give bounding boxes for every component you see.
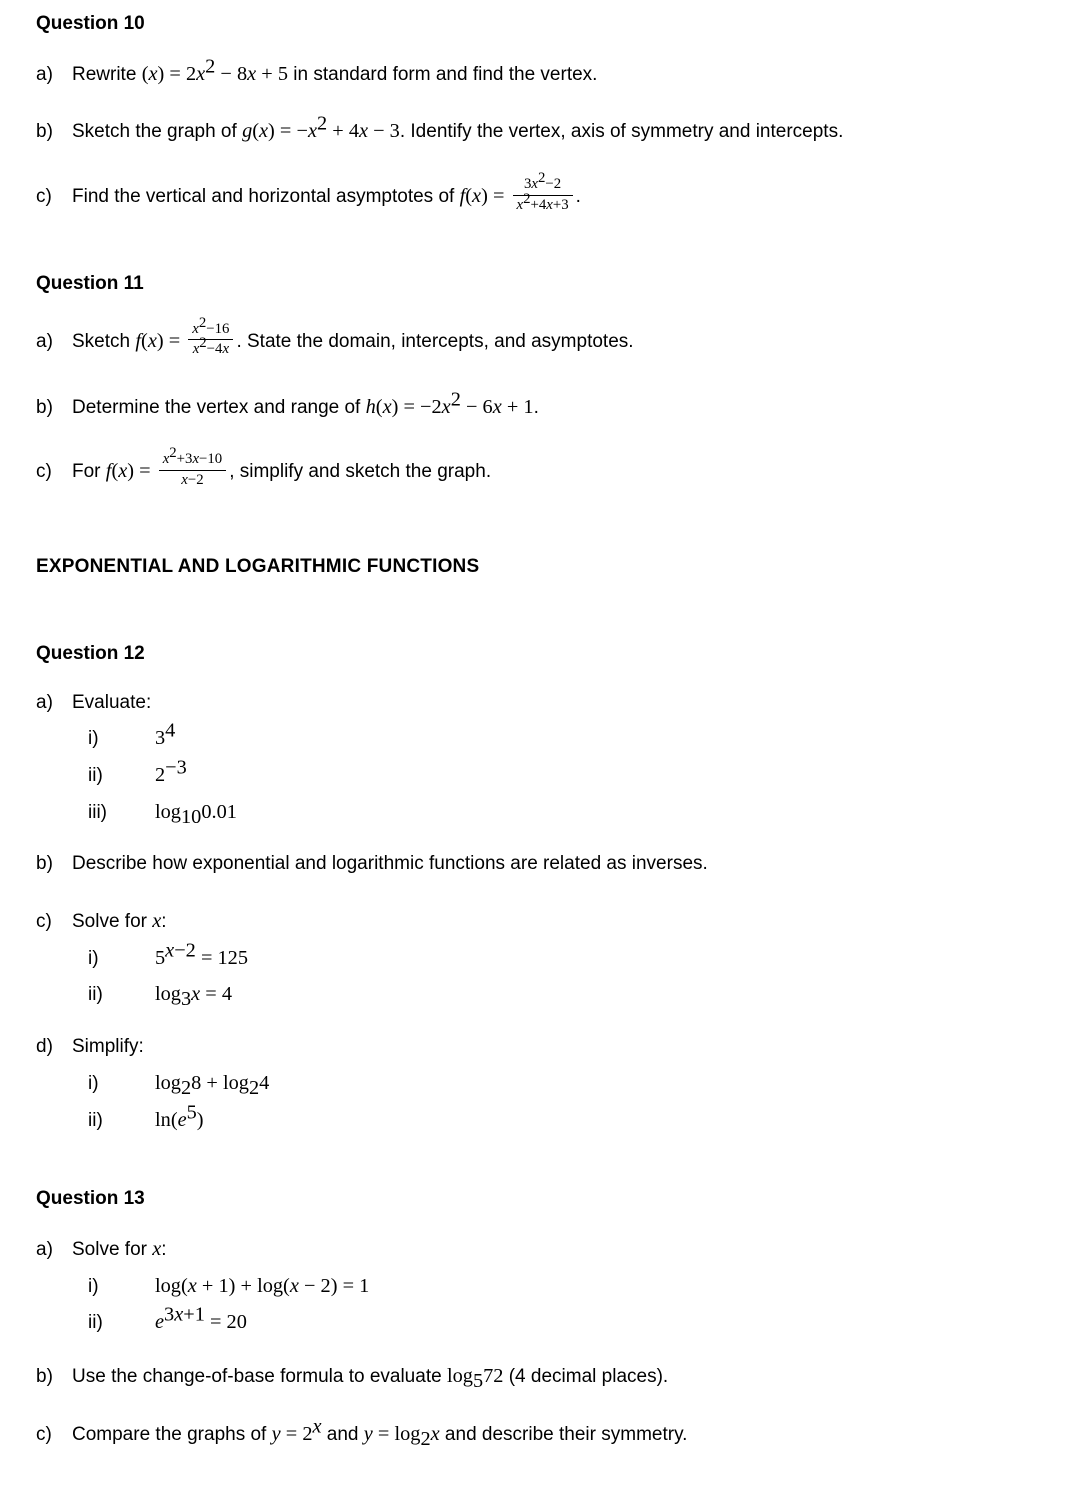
fraction: [159, 445, 227, 489]
item-content: [72, 388, 1031, 421]
text-run: Find the vertical and horizontal asymptotes of: [72, 186, 460, 208]
math-run: 3x: [523, 176, 538, 193]
math-run: −4x: [206, 341, 230, 358]
math-run: x: [162, 451, 170, 468]
question-subitem: [88, 939, 1031, 972]
math-run: (x − 2) = 1: [283, 1274, 370, 1297]
superscript: 2: [537, 170, 546, 187]
section-title: EXPONENTIAL AND LOGARITHMIC FUNCTIONS: [36, 556, 480, 578]
text-run: and: [321, 1423, 364, 1445]
item-content: [155, 1303, 1031, 1336]
math-run: +4x+3: [530, 196, 569, 213]
superscript: 2: [450, 388, 461, 411]
math-function-name: log: [155, 1071, 181, 1094]
fraction: [513, 170, 573, 214]
item-label: b): [36, 396, 53, 418]
item-label: i): [88, 728, 99, 750]
item-label: a): [36, 691, 53, 713]
item-label: a): [36, 63, 53, 85]
superscript: 2: [205, 55, 216, 78]
fraction-denominator: [159, 471, 227, 489]
item-label: c): [36, 911, 52, 933]
item-label: ii): [88, 1109, 103, 1131]
text-run: Solve for: [72, 911, 153, 933]
math-function-name: log: [446, 1364, 473, 1387]
math-function-name: log: [222, 1071, 249, 1094]
math-run: −2: [545, 176, 562, 193]
math-run: g(x) = −x: [242, 120, 317, 143]
superscript: 2: [199, 335, 207, 352]
item-content: [155, 981, 1031, 1011]
text-run: :: [161, 1238, 167, 1260]
math-function-name: log: [155, 1274, 181, 1297]
math-run: 5: [155, 946, 166, 969]
text-run: . Identify the vertex, axis of symmetry and intercepts.: [399, 121, 844, 143]
item-label: i): [88, 947, 99, 969]
superscript: 2: [169, 445, 177, 462]
text-run: and describe their symmetry.: [439, 1423, 688, 1445]
math-function-name: log: [257, 1274, 284, 1297]
item-label: b): [36, 853, 53, 875]
item-label: c): [36, 1423, 52, 1445]
math-run: x: [516, 196, 524, 213]
math-function-name: log: [394, 1422, 421, 1445]
superscript: 2: [198, 314, 207, 331]
subscript: 10: [180, 805, 202, 828]
item-label: iii): [88, 801, 107, 823]
math-run: y = 2: [271, 1422, 313, 1445]
question-item: [36, 691, 1031, 716]
question-heading: Question 10: [36, 13, 145, 34]
text-run: Evaluate:: [72, 691, 152, 713]
math-run: x: [152, 1237, 162, 1260]
item-content: [72, 314, 1031, 363]
math-run: − 6x + 1: [465, 395, 534, 418]
math-run: (e: [170, 1108, 187, 1131]
item-content: [155, 1070, 1031, 1097]
math-run: 3: [155, 727, 166, 750]
item-label: i): [88, 1072, 99, 1094]
item-content: [155, 939, 1031, 972]
math-run: h(x) = −2x: [365, 395, 451, 418]
math-run: f(x) =: [105, 460, 151, 483]
item-label: a): [36, 330, 53, 352]
fraction-numerator: [188, 314, 233, 340]
subscript: 2: [248, 1076, 260, 1099]
question-subitem: [88, 1273, 1031, 1300]
item-label: b): [36, 1365, 53, 1387]
question-item: [36, 852, 1031, 877]
superscript: 5: [186, 1101, 197, 1124]
fraction-numerator: [513, 170, 573, 195]
item-label: b): [36, 121, 53, 143]
item-label: c): [36, 461, 52, 483]
subscript: 2: [180, 1076, 192, 1099]
question-item: [36, 445, 1031, 493]
math-run: = 20: [209, 1311, 247, 1334]
question-item: [36, 55, 1031, 88]
math-run: + 4x − 3: [332, 120, 400, 143]
question-heading: Question 12: [36, 642, 145, 664]
text-run: .: [575, 186, 581, 208]
document-body: [36, 12, 1031, 1450]
question-subitem: [88, 799, 1031, 826]
item-content: [155, 719, 1031, 752]
question-item: [36, 1415, 1031, 1450]
item-label: ii): [88, 1312, 103, 1334]
item-content: [72, 1236, 1031, 1263]
math-run: x: [152, 910, 162, 933]
math-run: −16: [206, 320, 230, 337]
text-run: , simplify and sketch the graph.: [229, 461, 492, 483]
question-item: [36, 388, 1031, 421]
superscript: 2: [316, 113, 328, 136]
text-run: Compare the graphs of: [72, 1423, 272, 1445]
math-run: 4: [259, 1071, 270, 1094]
text-run: Sketch: [72, 330, 136, 352]
math-run: f(x) =: [135, 329, 181, 352]
math-run: x = 4: [191, 983, 233, 1006]
text-run: Use the change-of-base formula to evaluate: [72, 1365, 447, 1387]
math-function-name: log: [155, 800, 181, 823]
subscript: 3: [180, 988, 192, 1011]
superscript: x: [312, 1415, 322, 1438]
fraction: [188, 314, 233, 359]
math-run: (x + 1) +: [180, 1274, 252, 1297]
math-run: +3x−10: [176, 451, 223, 468]
text-run: . State the domain, intercepts, and asymptotes.: [236, 330, 634, 352]
math-run: ): [196, 1108, 204, 1131]
item-label: d): [36, 1036, 53, 1058]
math-run: e: [155, 1311, 165, 1334]
item-content: [72, 908, 1031, 935]
text-run: For: [72, 461, 106, 483]
item-content: [72, 1363, 1031, 1390]
question-subitem: [88, 981, 1031, 1011]
text-run: in standard form and find the vertex.: [288, 63, 598, 85]
math-run: 72: [483, 1364, 504, 1387]
question-heading: Question 11: [36, 273, 144, 294]
superscript: −3: [165, 756, 187, 779]
item-content: [72, 852, 1031, 877]
text-run: .: [533, 396, 539, 418]
item-content: [72, 170, 1031, 218]
item-content: [155, 1101, 1031, 1134]
item-content: [72, 1035, 1031, 1060]
text-run: Solve for: [72, 1238, 153, 1260]
text-run: Rewrite: [72, 63, 142, 85]
question-item: [36, 1035, 1031, 1060]
item-label: ii): [88, 765, 103, 786]
item-content: [72, 113, 1031, 145]
fraction-numerator: [159, 445, 227, 470]
superscript: x−2: [165, 939, 196, 962]
subscript: 5: [472, 1369, 484, 1392]
item-content: [72, 1415, 1031, 1450]
superscript: 4: [165, 719, 176, 742]
question-item: [36, 1236, 1031, 1263]
item-label: c): [36, 186, 52, 208]
math-run: − 8x + 5: [220, 62, 288, 85]
text-run: Describe how exponential and logarithmic functions are related as inverses.: [72, 853, 708, 875]
item-label: ii): [88, 984, 103, 1006]
question-subitem: [88, 1101, 1031, 1134]
superscript: 3x+1: [164, 1303, 205, 1326]
text-run: Sketch the graph of: [72, 121, 243, 143]
item-content: [72, 445, 1031, 493]
item-content: [155, 1273, 1031, 1300]
item-content: [72, 691, 1031, 716]
math-run: x−2: [181, 471, 204, 488]
text-run: (4 decimal places).: [503, 1365, 669, 1387]
question-subitem: [88, 1070, 1031, 1097]
question-item: [36, 170, 1031, 218]
question-subitem: [88, 756, 1031, 789]
math-run: x: [192, 320, 199, 337]
math-run: (x) = 2x: [141, 62, 206, 85]
question-heading: Question 13: [36, 1188, 145, 1210]
item-content: [155, 799, 1031, 826]
math-function-name: ln: [155, 1108, 171, 1131]
math-run: x: [430, 1422, 440, 1445]
fraction-denominator: [188, 335, 233, 358]
math-run: 8 +: [191, 1071, 218, 1094]
item-content: [155, 756, 1031, 789]
math-run: 2: [155, 764, 166, 786]
question-item: [36, 908, 1031, 935]
question-item: [36, 314, 1031, 363]
math-run: f(x) =: [459, 185, 505, 208]
question-subitem: [88, 719, 1031, 752]
question-subitem: [88, 1303, 1031, 1336]
superscript: 2: [523, 190, 531, 207]
question-item: [36, 113, 1031, 145]
text-run: Determine the vertex and range of: [72, 396, 366, 418]
subscript: 2: [420, 1427, 431, 1450]
math-run: y =: [363, 1422, 390, 1445]
item-label: a): [36, 1238, 53, 1260]
math-run: 0.01: [201, 800, 237, 823]
question-item: [36, 1363, 1031, 1390]
item-content: [72, 55, 1031, 88]
fraction-denominator: [513, 190, 573, 214]
math-run: x: [192, 341, 200, 358]
math-function-name: log: [155, 983, 181, 1006]
text-run: :: [161, 911, 167, 933]
math-run: = 125: [200, 946, 249, 969]
item-label: i): [88, 1275, 99, 1297]
text-run: Simplify:: [72, 1036, 144, 1058]
